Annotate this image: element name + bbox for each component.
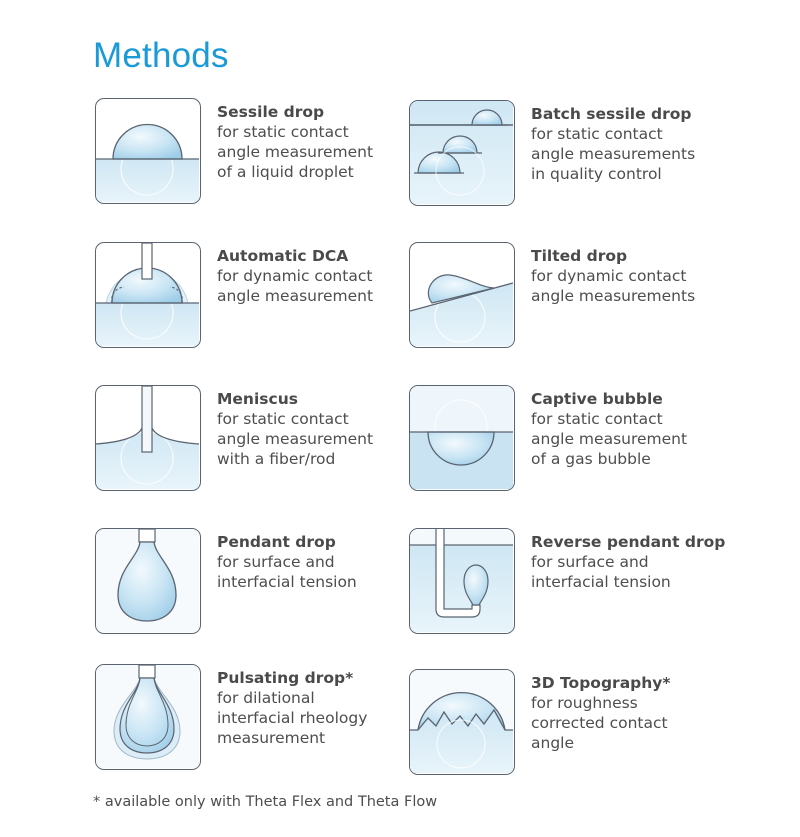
method-description — [531, 673, 771, 753]
method-detail: angle measurement — [531, 430, 688, 448]
method-name: Batch sessile drop — [531, 105, 692, 123]
method-detail: for surface and — [217, 553, 335, 571]
method-automatic-dca — [95, 242, 455, 350]
method-detail: for static contact — [531, 410, 663, 428]
method-reverse-pendant-drop — [409, 528, 769, 636]
method-detail: measurement — [217, 729, 326, 747]
method-detail: with a fiber/rod — [217, 450, 336, 468]
page-title: Methods — [93, 36, 229, 75]
method-detail: for dynamic contact — [217, 267, 373, 285]
method-detail: for static contact — [217, 410, 349, 428]
method-captive-bubble — [409, 385, 769, 493]
method-description — [531, 532, 771, 592]
method-name: Pendant drop — [217, 533, 336, 551]
method-detail: interfacial tension — [217, 573, 357, 591]
method-name: Pulsating drop* — [217, 669, 354, 687]
method-name: 3D Topography* — [531, 674, 671, 692]
captive-bubble-icon — [409, 385, 515, 491]
method-batch-sessile-drop — [409, 100, 769, 208]
method-detail: for surface and — [531, 553, 649, 571]
footnote: * available only with Theta Flex and Theta Flow — [93, 794, 438, 810]
method-detail: in quality control — [531, 165, 662, 183]
method-tilted-drop — [409, 242, 769, 350]
method-description — [531, 246, 771, 306]
method-sessile-drop — [95, 98, 455, 206]
pendant-drop-icon — [95, 528, 201, 634]
method-3d-topography — [409, 669, 769, 777]
method-detail: angle measurements — [531, 145, 696, 163]
method-detail: angle measurement — [217, 430, 374, 448]
pulsating-drop-icon — [95, 664, 201, 770]
method-detail: angle — [531, 734, 575, 752]
method-detail: corrected contact — [531, 714, 668, 732]
method-detail: interfacial rheology — [217, 709, 368, 727]
method-detail: for roughness — [531, 694, 638, 712]
method-detail: of a gas bubble — [531, 450, 651, 468]
method-meniscus — [95, 385, 455, 493]
method-detail: for dilational — [217, 689, 315, 707]
tilted-drop-icon — [409, 242, 515, 348]
method-description — [531, 104, 771, 184]
method-detail: interfacial tension — [531, 573, 671, 591]
method-name: Automatic DCA — [217, 247, 349, 265]
sessile-drop-icon — [95, 98, 201, 204]
method-detail: for static contact — [531, 125, 663, 143]
method-name: Reverse pendant drop — [531, 533, 726, 551]
method-detail: for dynamic contact — [531, 267, 687, 285]
method-pulsating-drop — [95, 664, 455, 772]
method-detail: for static contact — [217, 123, 349, 141]
batch-sessile-drop-icon — [409, 100, 515, 206]
method-detail: of a liquid droplet — [217, 163, 354, 181]
meniscus-icon — [95, 385, 201, 491]
method-pendant-drop — [95, 528, 455, 636]
method-name: Tilted drop — [531, 247, 628, 265]
reverse-pendant-drop-icon — [409, 528, 515, 634]
method-detail: angle measurement — [217, 143, 374, 161]
method-name: Meniscus — [217, 390, 298, 408]
method-name: Sessile drop — [217, 103, 325, 121]
3d-topography-icon — [409, 669, 515, 775]
method-detail: angle measurements — [531, 287, 696, 305]
method-detail: angle measurement — [217, 287, 374, 305]
method-description — [531, 389, 771, 469]
method-name: Captive bubble — [531, 390, 663, 408]
automatic-dca-icon — [95, 242, 201, 348]
